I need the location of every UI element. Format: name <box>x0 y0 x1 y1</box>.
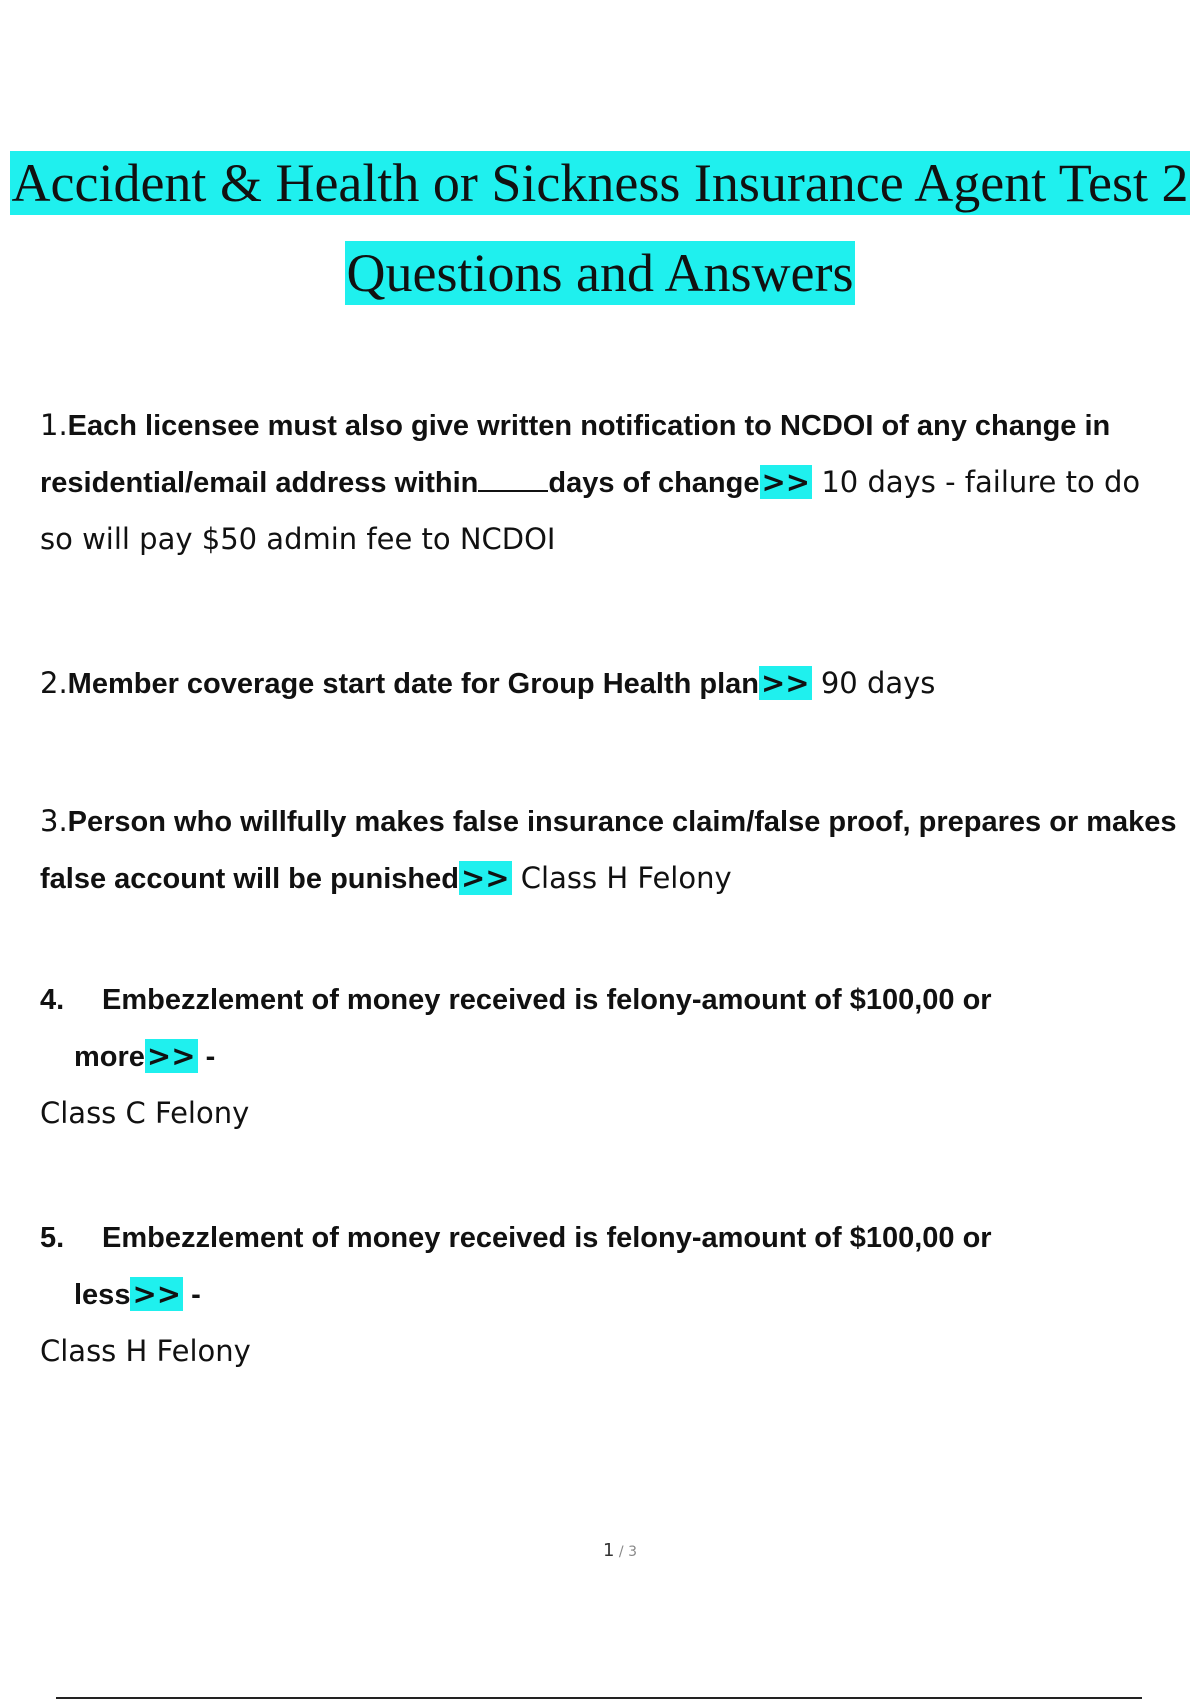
question-text-cont: days of change <box>548 467 760 499</box>
question-text: Each licensee must also give written notification to NCDOI of any change in residential/email address within <box>40 410 1111 499</box>
qa-item-5 <box>40 1210 1180 1380</box>
document-title <box>0 138 1200 318</box>
dash: - <box>197 1041 216 1073</box>
qa-item-4 <box>40 972 1180 1142</box>
page-total: / 3 <box>614 1544 637 1560</box>
answer-text: Class H Felony <box>511 861 732 895</box>
answer-arrow: >> <box>132 1277 182 1311</box>
page-divider <box>56 1697 1142 1699</box>
item-number: 4. <box>40 984 65 1016</box>
answer-text: 90 days <box>811 666 936 700</box>
answer-arrow: >> <box>761 666 810 700</box>
page-number <box>0 1540 1200 1561</box>
item-number: 1. <box>40 408 68 442</box>
answer-text: 10 days - failure to do so will pay $50 admin fee to NCDOI <box>40 465 1141 556</box>
question-text: Member coverage start date for Group Health plan <box>67 668 759 700</box>
question-text: Person who willfully makes false insurance claim/false proof, prepares or makes false account will be punished <box>40 806 1177 895</box>
qa-item-2 <box>40 655 1180 712</box>
item-number: 3. <box>40 804 68 838</box>
question-text-cont: more <box>74 1041 145 1073</box>
item-number: 5. <box>40 1222 65 1254</box>
question-text: Embezzlement of money received is felony-amount of $100,00 or <box>102 1222 992 1254</box>
qa-item-3 <box>40 793 1180 907</box>
qa-item-1 <box>40 397 1180 568</box>
answer-text: Class H Felony <box>40 1334 251 1368</box>
fill-in-blank <box>478 466 548 492</box>
answer-arrow: >> <box>460 861 510 895</box>
title-line-1: Accident & Health or Sickness Insurance Agent Test 2 <box>11 153 1189 213</box>
title-line-2: Questions and Answers <box>346 243 854 303</box>
dash: - <box>183 1279 201 1311</box>
answer-arrow: >> <box>761 465 811 499</box>
item-number: 2. <box>40 666 68 700</box>
question-text-cont: less <box>74 1279 131 1311</box>
answer-arrow: >> <box>146 1039 196 1073</box>
page-current: 1 <box>603 1540 615 1561</box>
answer-text: Class C Felony <box>40 1096 250 1130</box>
question-text: Embezzlement of money received is felony-amount of $100,00 or <box>102 984 992 1016</box>
